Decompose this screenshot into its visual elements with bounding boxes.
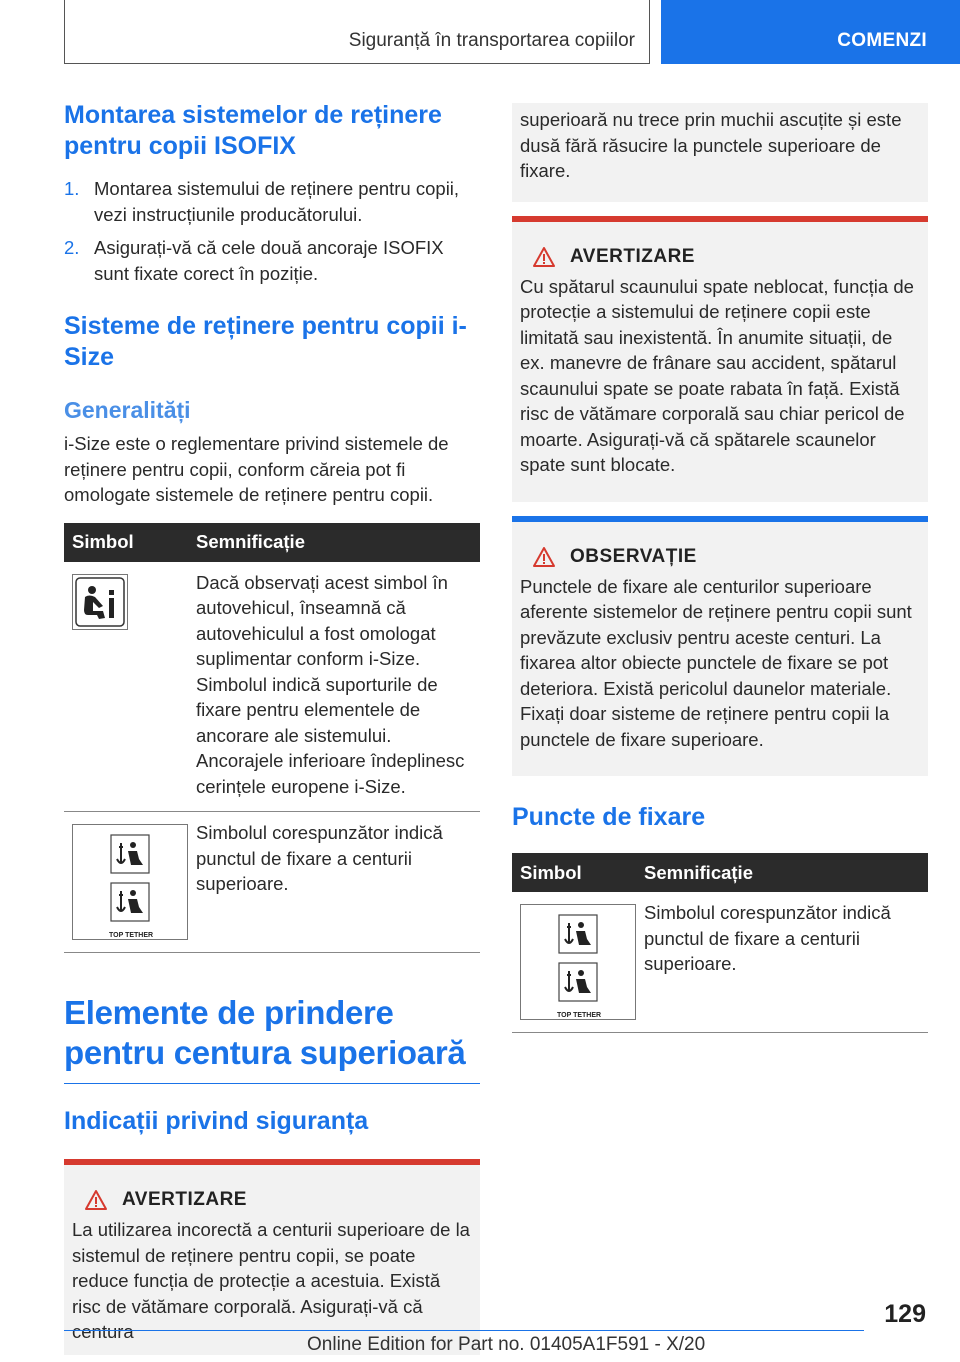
warning-triangle-icon <box>532 546 556 568</box>
anchor-symbol-table <box>512 853 928 1033</box>
note-box <box>512 516 928 777</box>
step-item <box>64 235 480 286</box>
header-tab-label: COMENZI <box>837 30 927 51</box>
step-item <box>64 176 480 227</box>
step-text: Asigurați-vă că cele două ancoraje ISOFIX sunt fixate corect în poziție. <box>94 237 444 284</box>
warning-title: AVERTIZARE <box>570 245 695 267</box>
table-row <box>64 812 480 953</box>
top-tether-label: TOP TETHER <box>557 1012 602 1019</box>
table-row <box>64 562 480 812</box>
general-heading: Generalități <box>64 397 191 423</box>
elements-heading: Elemente de prindere pentru centura superioară <box>64 994 466 1071</box>
table-cell-meaning: Simbolul corespunzător indică punctul de fixare a centurii superioare. <box>196 812 480 953</box>
left-column <box>64 100 480 1355</box>
note-title: OBSERVAȚIE <box>570 545 697 567</box>
elements-heading-block <box>64 993 480 1084</box>
safety-heading: Indicații privind siguranța <box>64 1107 369 1135</box>
warning-text: Cu spătarul scaunului spate neblocat, funcția de protecție a sistemului de reținere copii este limitată sau inexistentă. În anumite situații, de ex. manevre de frânare sau accident, spătarul scaunului spate se poate rabata în față. Există risc de vătămare corporală sau chiar pericol de moarte. Asigurați-vă că spătarele scaunelor spate sunt blocate. <box>520 275 914 475</box>
isofix-child-seat-icon <box>72 574 128 630</box>
isize-symbol-table <box>64 523 480 954</box>
warning-title: AVERTIZARE <box>122 1189 247 1210</box>
footer-rule <box>64 1330 864 1331</box>
step-number: 2. <box>64 237 80 258</box>
warning-continuation-text: superioară nu trece prin muchii ascuțite și este dusă fără răsucire la punctele superioare de fixare. <box>520 109 902 181</box>
isofix-steps <box>64 176 480 286</box>
header-section-title: Siguranță în transportarea copiilor <box>348 30 635 51</box>
step-number: 1. <box>64 178 80 199</box>
top-tether-symbol-icon <box>520 904 636 1020</box>
anchor-points-heading: Puncte de fixare <box>512 803 706 831</box>
table-header-meaning: Semnificație <box>644 853 928 892</box>
footer-edition: Online Edition for Part no. 01405A1F591 - X/20 <box>307 1334 706 1355</box>
header-section-box <box>64 0 650 64</box>
warning-text: La utilizarea incorectă a centurii superioare de la sistemul de reținere pentru copii, se poate reduce funcția de protecție a acestuia. Există risc de vătămare corporală. Asigurați-vă că centura <box>72 1219 470 1342</box>
table-cell-meaning: Dacă observați acest simbol în autovehicul, înseamnă că autovehiculul a fost omologat suplimentar conform i-Size. Simbolul indică suporturile de fixare pentru elementele de ancorare ale sistemului. Ancorajele inferioare îndeplinesc cerințele europene i-Size. <box>196 562 480 812</box>
table-header-row <box>64 523 480 562</box>
table-row <box>512 892 928 1033</box>
top-tether-label: TOP TETHER <box>109 932 154 939</box>
warning-continuation <box>512 103 928 202</box>
table-header-row <box>512 853 928 892</box>
isofix-heading: Montarea sistemelor de reținere pentru copii ISOFIX <box>64 101 442 160</box>
page-number: 129 <box>884 1300 926 1328</box>
warning-box <box>512 216 928 502</box>
warning-triangle-icon <box>84 1189 108 1211</box>
warning-box <box>64 1159 480 1355</box>
table-header-meaning: Semnificație <box>196 523 480 562</box>
general-text: i-Size este o reglementare privind sistemele de reținere pentru copii, conform căreia pot fi omologate sistemele de reținere pentru copii. <box>64 433 449 505</box>
warning-triangle-icon <box>532 246 556 268</box>
header-tab-comenzi[interactable] <box>661 0 960 64</box>
table-header-symbol: Simbol <box>512 853 644 892</box>
isize-heading: Sisteme de reținere pentru copii i-Size <box>64 312 467 371</box>
step-text: Montarea sistemului de reținere pentru copii, vezi instrucțiunile producătorului. <box>94 178 460 225</box>
page-header <box>0 0 960 66</box>
top-tether-symbol-icon <box>72 824 188 940</box>
note-text: Punctele de fixare ale centurilor superioare aferente sistemelor de reținere pentru copii sunt prevăzute exclusiv pentru aceste centuri. La fixarea altor obiecte punctele de fixare se pot deteriora. Există pericolul daunelor materiale. Fixați doar sisteme de reținere pentru copii la punctele de fixare superioare. <box>520 575 912 750</box>
table-header-symbol: Simbol <box>64 523 196 562</box>
table-cell-meaning: Simbolul corespunzător indică punctul de fixare a centurii superioare. <box>644 892 928 1033</box>
right-column <box>512 103 928 1033</box>
